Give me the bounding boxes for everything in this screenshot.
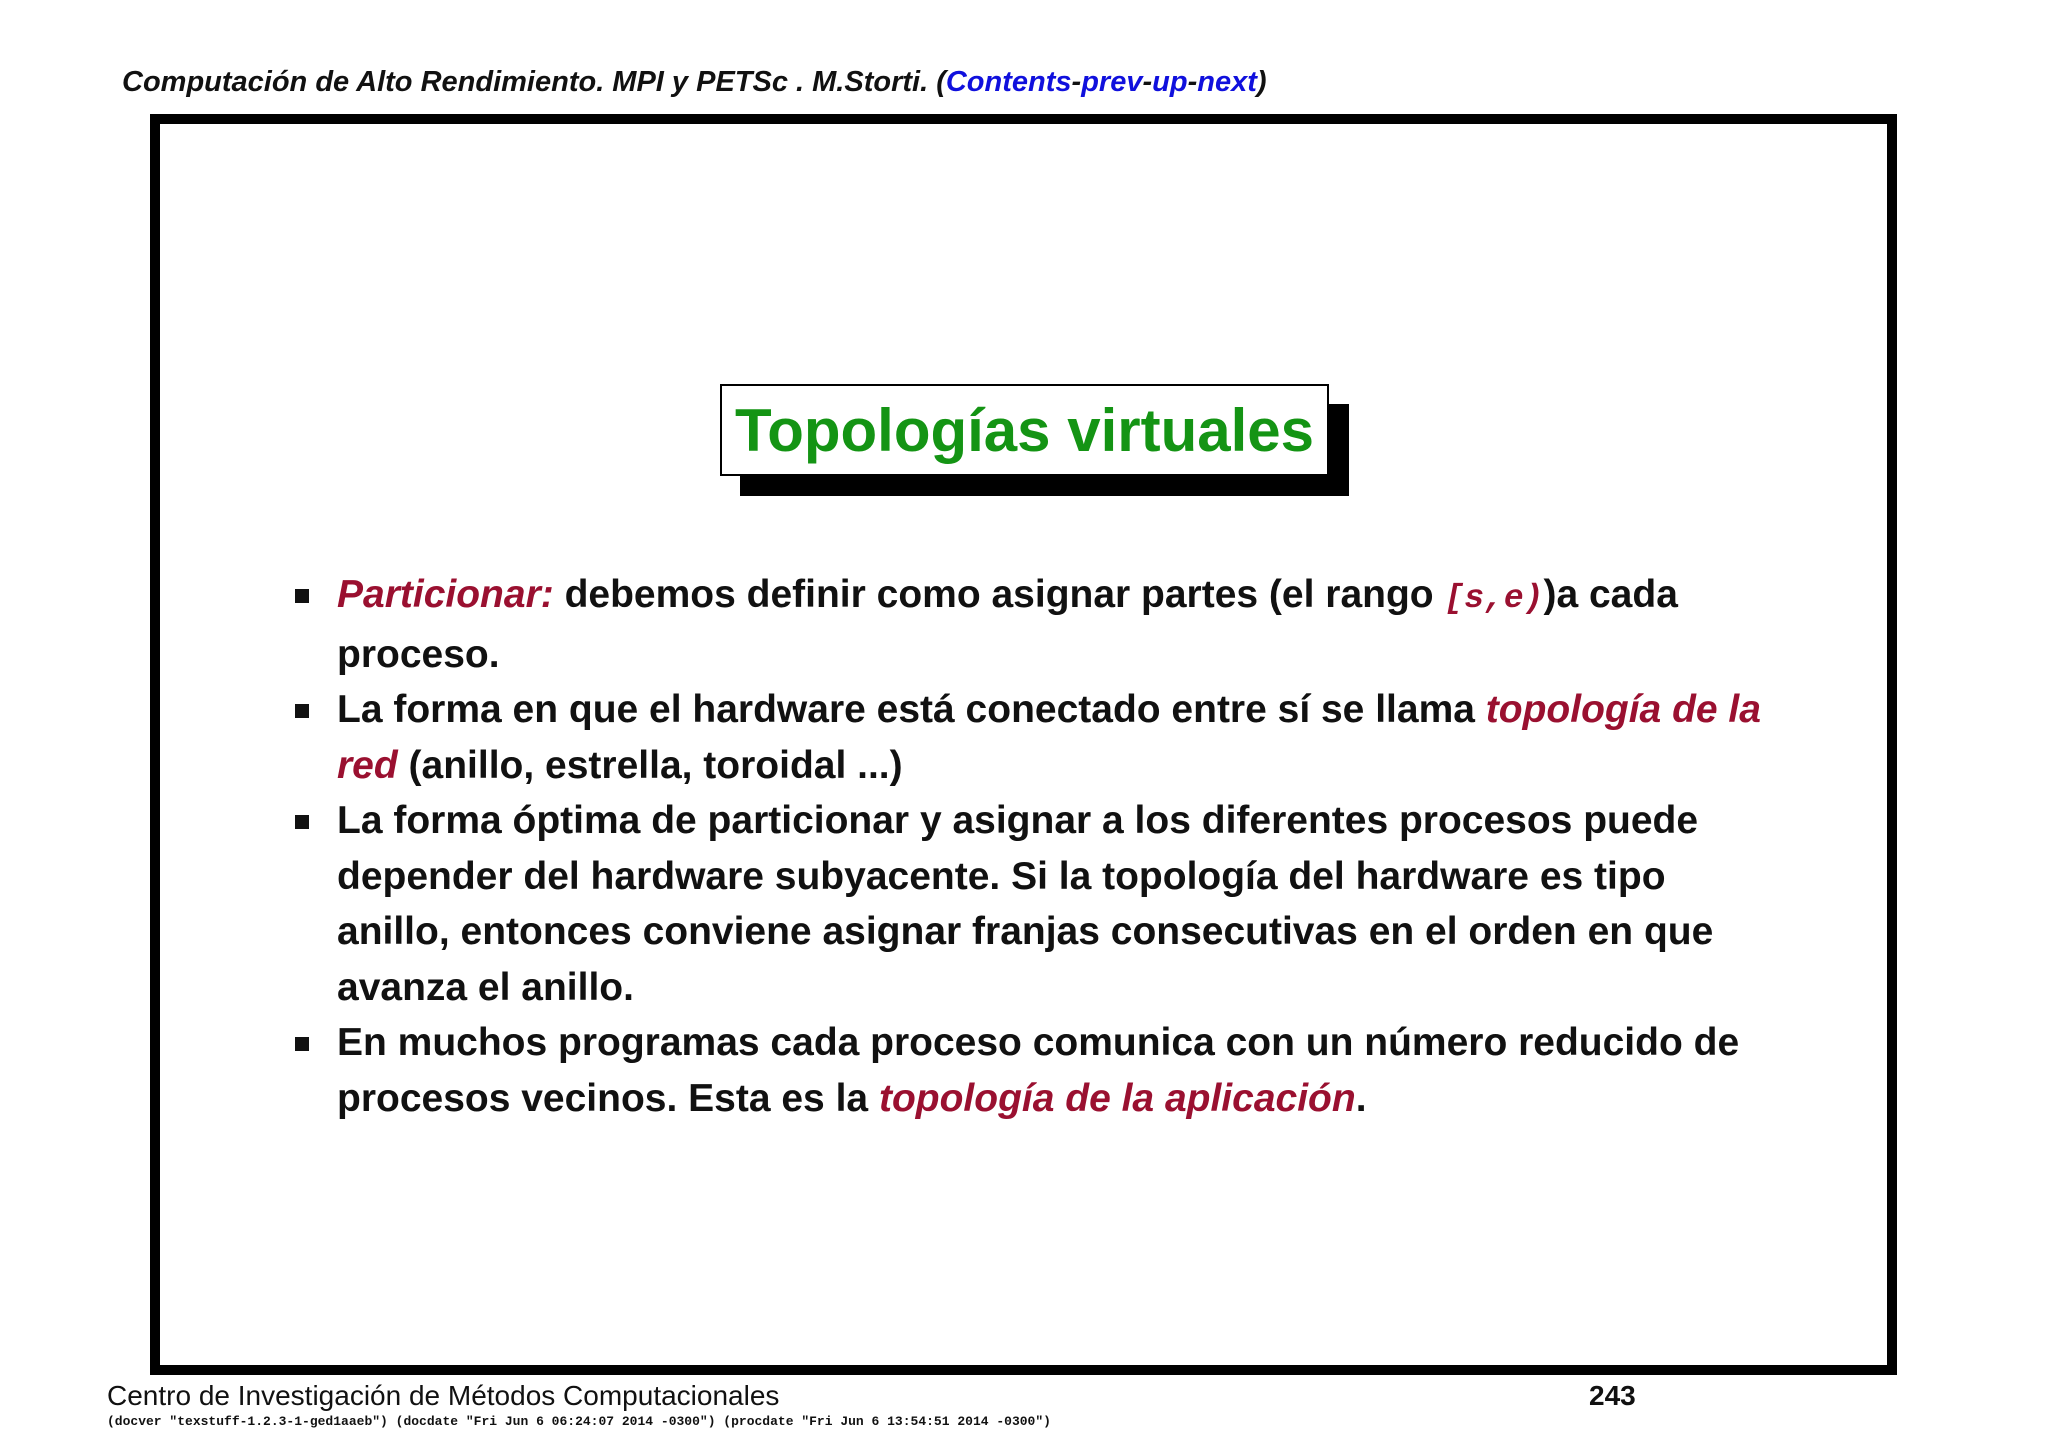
bullet-text: )a cada proceso. — [337, 573, 1678, 676]
slide-title-box — [720, 384, 1329, 476]
bullet-highlight: topología de la aplicación — [878, 1076, 1356, 1120]
slide-frame — [150, 114, 1897, 1375]
header-nav — [122, 66, 1267, 99]
bullet-item — [295, 793, 1765, 1015]
bullet-highlight: Particionar: — [337, 573, 554, 616]
up-link[interactable]: up — [1152, 66, 1188, 98]
header-title: Computación de Alto Rendimiento. MPI y PETSc . M.Storti. ( — [122, 66, 946, 98]
bullet-item — [295, 682, 1765, 793]
bullet-item — [295, 1015, 1765, 1126]
footer-institution: Centro de Investigación de Métodos Computacionales — [107, 1380, 780, 1411]
bullet-square-icon — [295, 589, 309, 603]
bullet-item — [295, 567, 1765, 682]
bullet-square-icon — [295, 1037, 309, 1051]
slide-title: Topologías virtuales — [720, 384, 1329, 476]
bullet-text: La forma en que el hardware está conectado entre sí se llama — [337, 688, 1486, 731]
contents-link[interactable]: Contents — [945, 66, 1072, 98]
bullet-code: [s,e) — [1444, 580, 1544, 617]
doc-info: (docver "texstuff-1.2.3-1-ged1aaeb") (docdate "Fri Jun 6 06:24:07 2014 -0300") (procdate "Fri Jun 6 13:54:51 2014 -0300") — [107, 1414, 1051, 1429]
bullet-text: En muchos programas cada proceso comunica con un número reducido de procesos vecinos. Esta es la — [337, 1021, 1740, 1120]
bullet-square-icon — [295, 704, 309, 718]
bullet-text: (anillo, estrella, toroidal ...) — [397, 743, 903, 787]
nav-separator: - — [1142, 66, 1153, 98]
bullet-highlight: topología de la red — [337, 688, 1761, 787]
bullet-text: La forma óptima de particionar y asignar a los diferentes procesos puede depender del hardware subyacente. Si la topología del hardware es tipo anillo, entonces conviene asignar franjas consecutivas en el orden en que avanza el anillo. — [337, 799, 1714, 1009]
nav-separator: - — [1071, 66, 1082, 98]
bullet-list — [295, 567, 1765, 1126]
prev-link[interactable]: prev — [1081, 66, 1143, 98]
page-number: 243 — [1589, 1380, 1636, 1411]
header-close-paren: ) — [1256, 66, 1267, 98]
bullet-text: debemos definir como asignar partes (el rango — [553, 573, 1445, 616]
next-link[interactable]: next — [1197, 66, 1257, 98]
bullet-text: . — [1355, 1076, 1367, 1120]
bullet-square-icon — [295, 815, 309, 829]
nav-separator: - — [1187, 66, 1198, 98]
